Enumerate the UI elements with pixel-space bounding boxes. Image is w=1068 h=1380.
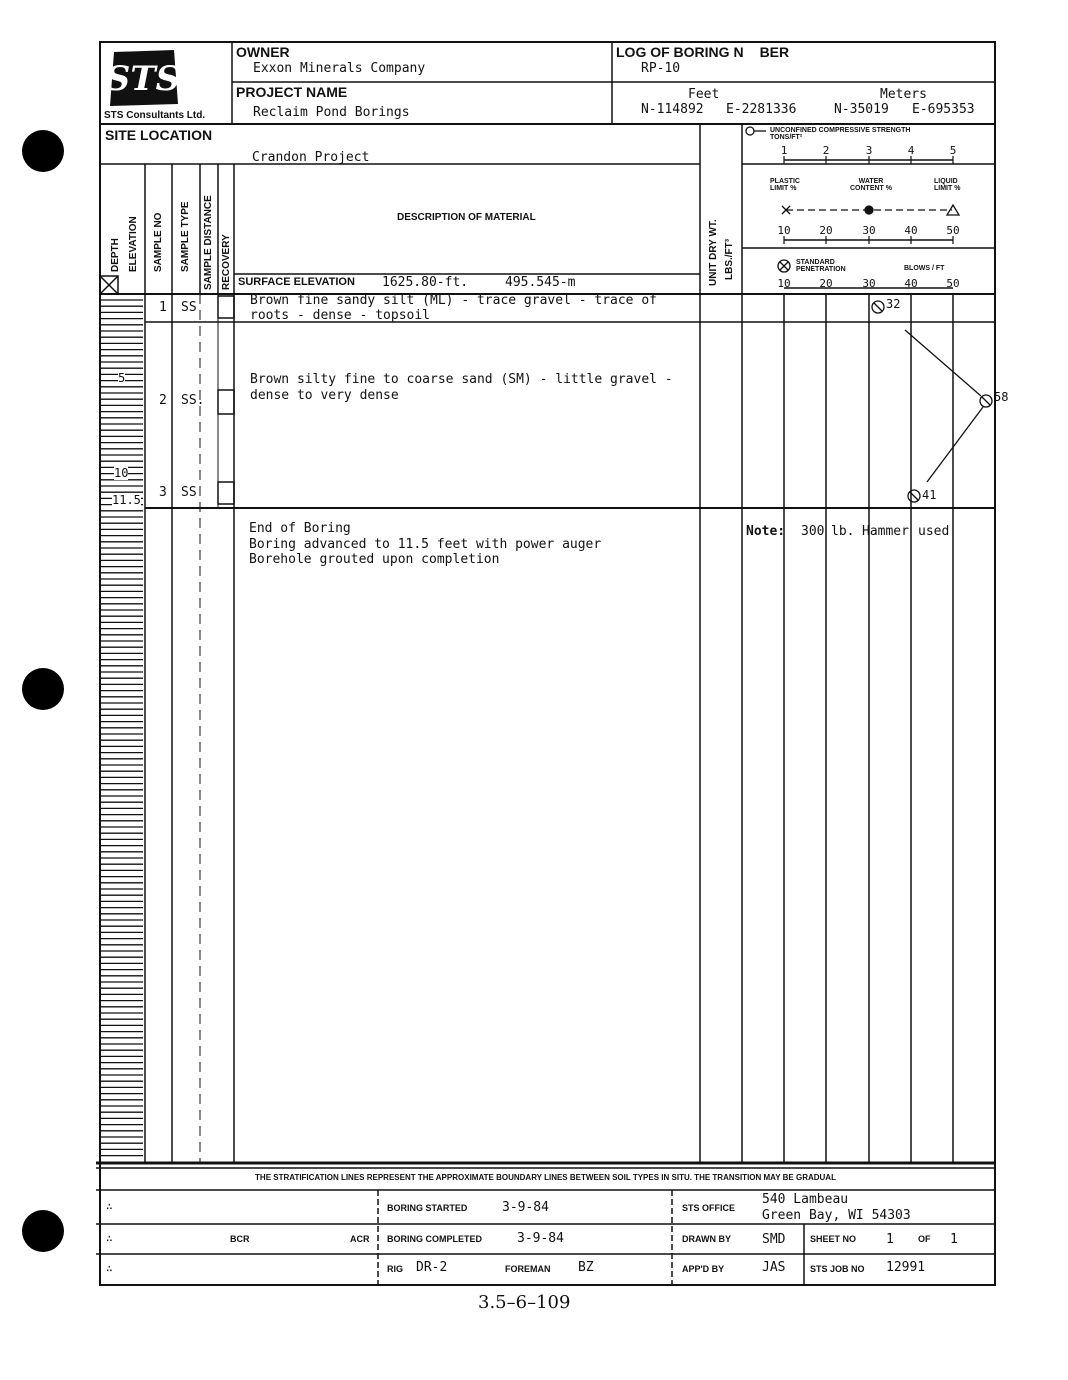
sts-logo	[104, 46, 182, 108]
axis-tick-label: 4	[907, 144, 915, 157]
end-line-3: Borehole grouted upon completion	[249, 552, 500, 567]
depth-mark-5: 5	[118, 371, 126, 385]
col-unit-dry-wt: UNIT DRY WT.	[708, 219, 719, 286]
description-header: DESCRIPTION OF MATERIAL	[397, 212, 536, 223]
water-level-1: ∴	[106, 1200, 113, 1213]
sts-office-label: STS OFFICE	[682, 1203, 736, 1213]
of-total: 1	[950, 1232, 958, 1247]
water-level-2: ∴	[106, 1232, 113, 1245]
spt-legend: STANDARD PENETRATION	[796, 259, 846, 273]
axis-tick-label: 20	[819, 277, 833, 290]
axis-tick-label: 10	[777, 277, 791, 290]
axis-tick-label: 2	[822, 144, 830, 157]
drawn-by: SMD	[762, 1232, 786, 1247]
col-depth: DEPTH	[110, 238, 121, 272]
note-word-3: Hammer	[862, 524, 909, 539]
project-value: Reclaim Pond Borings	[253, 105, 410, 120]
rig-label: RIG	[387, 1264, 404, 1274]
col-sample-no: SAMPLE NO	[153, 212, 164, 272]
bcr-label: BCR	[230, 1234, 250, 1244]
stratum-2-line-1: Brown silty fine to coarse sand (SM) - little gravel -	[250, 372, 673, 387]
sheet-no-label: SHEET NO	[810, 1234, 857, 1244]
site-location-label: SITE LOCATION	[105, 127, 213, 143]
appd-by-label: APP'D BY	[682, 1264, 725, 1274]
disclaimer: THE STRATIFICATION LINES REPRESENT THE APPROXIMATE BOUNDARY LINES BETWEEN SOIL TYPES IN SITU. THE TRANSITION MAY BE GRADUAL	[255, 1173, 836, 1182]
acr-label: ACR	[350, 1234, 370, 1244]
coord-n-feet: N-114892	[641, 102, 704, 117]
boring-started-label: BORING STARTED	[387, 1203, 468, 1213]
rig: DR-2	[416, 1260, 448, 1275]
surface-elevation-ft: 1625.80-ft.	[382, 275, 469, 290]
coord-e-feet: E-2281336	[726, 102, 797, 117]
stratum-2-line-2: dense to very dense	[250, 388, 399, 403]
of-label: OF	[918, 1234, 931, 1244]
svg-text:STS: STS	[105, 59, 181, 99]
page-number: 3.5–6–109	[478, 1292, 571, 1313]
note-label: Note:	[746, 524, 786, 539]
end-line-2: Boring advanced to 11.5 feet with power auger	[249, 537, 602, 552]
col-lbs-ft3: LBS./FT³	[724, 238, 735, 280]
axis-tick-label: 30	[862, 277, 876, 290]
company-name: STS Consultants Ltd.	[104, 110, 206, 121]
office-line-1: 540 Lambeau	[762, 1192, 849, 1207]
sample-2-no: 2	[159, 393, 167, 408]
depth-mark-10: 10	[114, 466, 129, 480]
coord-n-meters: N-35019	[834, 102, 889, 117]
blows-legend: BLOWS / FT	[904, 265, 945, 272]
note-word-2: lb.	[831, 524, 855, 539]
sheet-no: 1	[886, 1232, 894, 1247]
stratum-1-line-1: Brown fine sandy silt (ML) - trace gravel - trace of	[250, 293, 657, 308]
sample-2-type: SS.	[181, 393, 205, 408]
axis-tick-label: 3	[865, 144, 873, 157]
log-of-boring-label: LOG OF BORING N BER	[616, 44, 790, 60]
boring-completed: 3-9-84	[517, 1231, 564, 1246]
meters-label: Meters	[880, 87, 927, 102]
coord-e-meters: E-695353	[912, 102, 975, 117]
project-label: PROJECT NAME	[236, 84, 348, 100]
foreman: BZ	[578, 1260, 594, 1275]
owner-label: OWNER	[236, 44, 290, 60]
axis-tick-label: 20	[819, 224, 833, 237]
col-recovery: RECOVERY	[221, 234, 232, 290]
surface-elevation-m: 495.545-m	[505, 275, 576, 290]
sample-1-type: SS	[181, 300, 197, 315]
axis-tick-label: 5	[949, 144, 957, 157]
boring-completed-label: BORING COMPLETED	[387, 1234, 483, 1244]
water-content-legend: WATER CONTENT %	[850, 178, 892, 192]
spt-value-1: 32	[886, 297, 901, 311]
office-line-2: Green Bay, WI 54303	[762, 1208, 911, 1223]
boring-started: 3-9-84	[502, 1200, 549, 1215]
site-location-value: Crandon Project	[252, 150, 370, 165]
job-no: 12991	[886, 1260, 926, 1275]
depth-mark-11-5: 11.5	[112, 493, 141, 507]
ucs-legend: UNCONFINED COMPRESSIVE STRENGTH TONS/FT²	[770, 127, 911, 141]
axis-tick-label: 1	[780, 144, 788, 157]
sample-1-no: 1	[159, 300, 167, 315]
spt-value-3: 41	[922, 488, 937, 502]
col-elevation: ELEVATION	[128, 216, 139, 272]
axis-tick-label: 40	[904, 224, 918, 237]
axis-tick-label: 50	[946, 277, 960, 290]
col-sample-type: SAMPLE TYPE	[180, 201, 191, 272]
note-word-4: used	[918, 524, 950, 539]
job-no-label: STS JOB NO	[810, 1264, 865, 1274]
col-sample-distance: SAMPLE DISTANCE	[203, 195, 214, 290]
water-level-3: ∴	[106, 1262, 113, 1275]
appd-by: JAS	[762, 1260, 786, 1275]
foreman-label: FOREMAN	[505, 1264, 551, 1274]
boring-number: RP-10	[641, 61, 681, 76]
sample-3-no: 3	[159, 485, 167, 500]
axis-tick-label: 30	[862, 224, 876, 237]
axis-tick-label: 10	[777, 224, 791, 237]
note-word-1: 300	[801, 524, 825, 539]
surface-elevation-label: SURFACE ELEVATION	[238, 276, 355, 288]
sample-3-type: SS	[181, 485, 197, 500]
owner-value: Exxon Minerals Company	[253, 61, 426, 76]
axis-tick-label: 50	[946, 224, 960, 237]
drawn-by-label: DRAWN BY	[682, 1234, 731, 1244]
axis-tick-label: 40	[904, 277, 918, 290]
liquid-limit-legend: LIQUID LIMIT %	[934, 178, 961, 192]
feet-label: Feet	[688, 87, 720, 102]
plastic-limit-legend: PLASTIC LIMIT %	[770, 178, 800, 192]
end-of-boring: End of Boring	[249, 521, 351, 536]
spt-value-2: 58	[994, 390, 1009, 404]
stratum-1-line-2: roots - dense - topsoil	[250, 308, 431, 323]
